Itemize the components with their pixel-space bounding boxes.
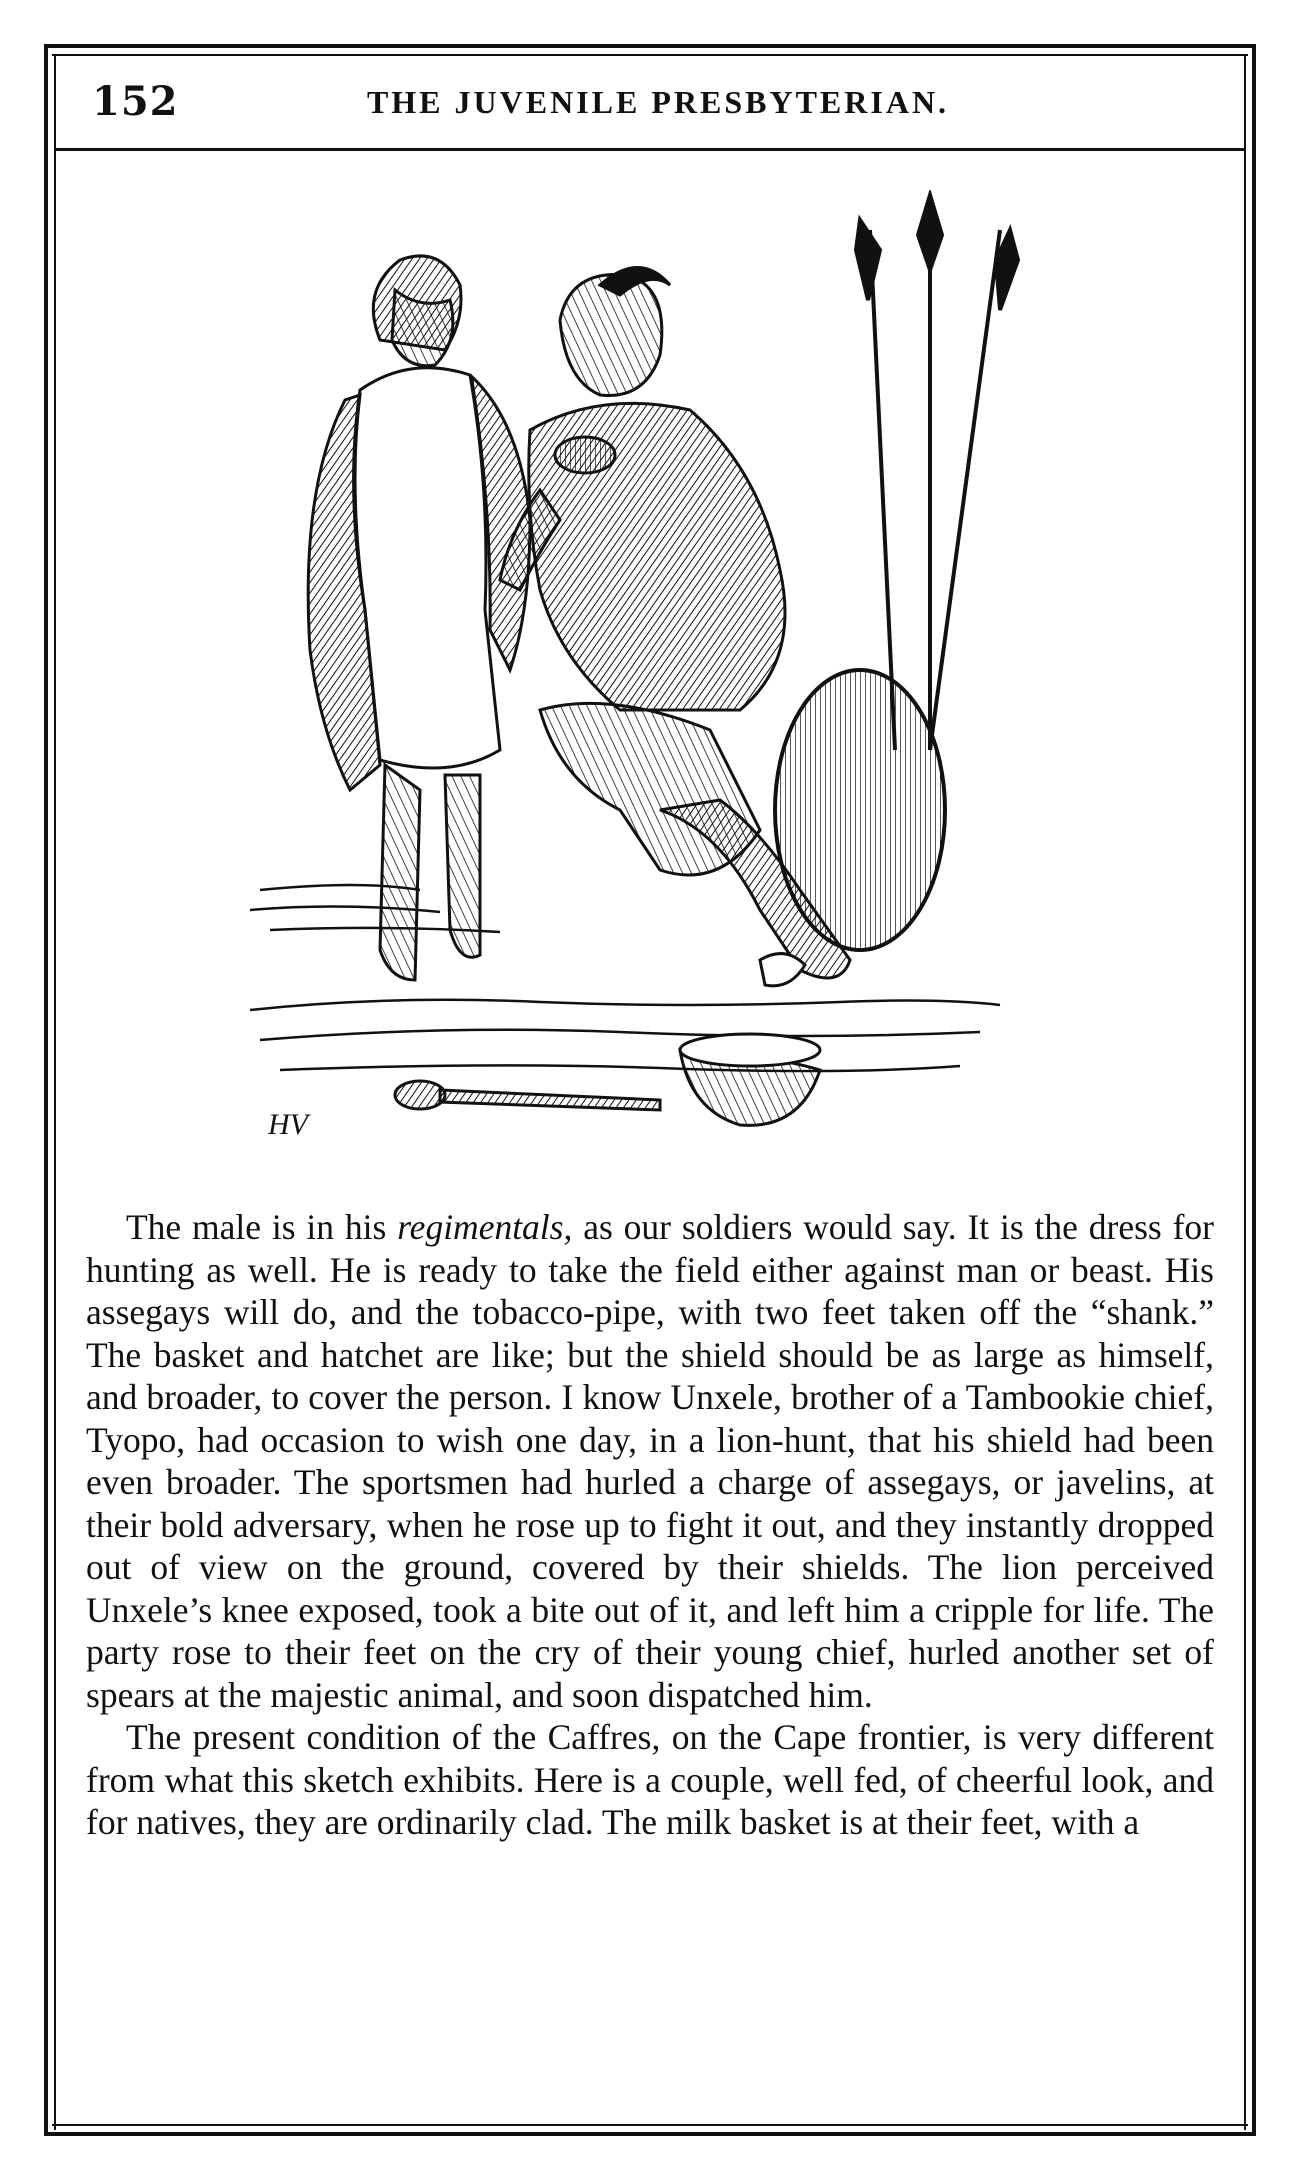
running-header [70, 60, 1246, 150]
paragraph-1-start: The male is in his [126, 1207, 387, 1247]
frame-top-rule-inner [52, 54, 1248, 56]
frame-top-rule-outer [44, 44, 1256, 48]
frame-left-rule-outer [44, 44, 48, 2136]
paragraph-1-rest: as our soldiers would say. It is the dress for hunting as well. He is ready to take the field either against man or beast. His assegays will do, and the tobacco-pipe, with two feet taken off the “shank.” The basket and hatchet are like; but the shield should be as large as himself, and broader, to cover the person. I know Unxele, brother of a Tambookie chief, Tyopo, had occasion to wish one day, in a lion-hunt, that his shield had been even broader. The sportsmen had hurled a charge of assegays, or javelins, at their bold adversary, when he rose up to fight it out, and they instantly dropped out of view on the ground, covered by their shields. The lion perceived Unxele’s knee exposed, took a bite out of it, and left him a cripple for life. The party rose to their feet on the cry of their young chief, hurled another set of spears at the majestic animal, and soon dispatched him. [86, 1207, 1214, 1715]
page-number: 152 [92, 78, 179, 125]
paragraph-2: The present condition of the Caffres, on the Cape frontier, is very different from what this sketch exhibits. Here is a couple, well fed, of cheerful look, and for natives, they are ordinarily clad. The milk basket is at their feet, with a [86, 1717, 1214, 1842]
frame-left-rule-inner [54, 54, 56, 2130]
frame-right-rule-inner [1244, 54, 1246, 2130]
spears-drawing [856, 195, 1018, 750]
frame-bottom-rule-inner [52, 2124, 1248, 2126]
paragraph-1 [86, 1206, 1214, 1716]
frame-right-rule-outer [1252, 44, 1256, 2136]
standing-figure-drawing [308, 256, 530, 980]
engraver-signature: HV [268, 1108, 308, 1141]
running-title: THE JUVENILE PRESBYTERIAN. [366, 84, 950, 120]
woodcut-illustration [240, 190, 1040, 1170]
shield-drawing [775, 670, 945, 950]
article-body [86, 1206, 1214, 1844]
frame-bottom-rule-outer [44, 2132, 1256, 2136]
paragraph-1-italic: regimentals, [397, 1207, 573, 1247]
